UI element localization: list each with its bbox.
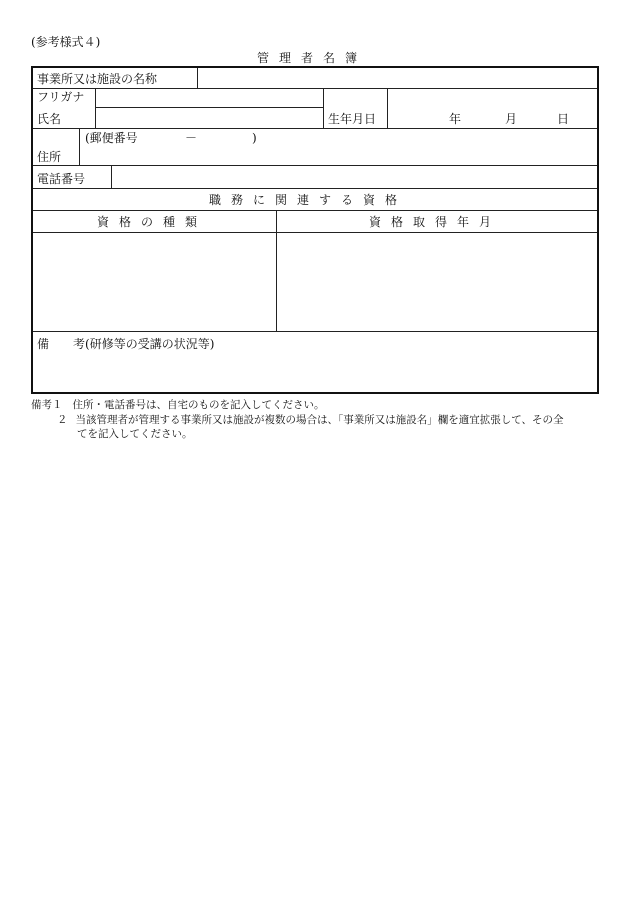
- birth-year-unit: 年: [449, 112, 462, 126]
- postal-code-close: ): [252, 131, 257, 145]
- furigana-label: フリガナ: [37, 90, 85, 104]
- column-divider: [197, 68, 198, 88]
- postal-code-dash: －: [185, 131, 198, 145]
- note-2-number: ２: [57, 414, 68, 426]
- remarks-field[interactable]: [35, 354, 595, 390]
- facility-name-label: 事業所又は施設の名称: [37, 72, 158, 86]
- birth-month-unit: 月: [505, 112, 518, 126]
- qualification-date-header: 資格取得年月: [369, 215, 502, 229]
- phone-label: 電話番号: [37, 172, 86, 186]
- row-divider: [33, 210, 597, 211]
- qualification-type-header: 資格の種類: [97, 215, 208, 229]
- column-divider: [79, 128, 80, 165]
- name-label: 氏名: [37, 112, 62, 126]
- note-2: [57, 413, 564, 427]
- row-divider: [33, 232, 597, 233]
- qualifications-title: 職務に関連する資格: [209, 193, 408, 207]
- column-divider: [276, 210, 277, 331]
- note-2-text-line1: 当該管理者が管理する事業所又は施設が複数の場合は、「事業所又は施設名」欄を適宜拡張して、その全: [75, 414, 564, 426]
- remarks-label-first: 備: [37, 337, 50, 351]
- form-reference: (参考様式４): [31, 35, 101, 49]
- note-2-text-line2: てを記入してください。: [77, 428, 193, 440]
- row-divider: [33, 128, 597, 129]
- page-title: 管理者名簿: [257, 51, 368, 65]
- column-divider: [111, 165, 112, 188]
- remarks-label: [37, 337, 214, 351]
- note-1: [31, 398, 325, 412]
- address-label: 住所: [37, 150, 62, 164]
- manager-register-table: [31, 66, 599, 394]
- qualification-type-field[interactable]: [35, 234, 273, 329]
- column-divider: [323, 88, 324, 128]
- remarks-label-rest: 考(研修等の受講の状況等): [73, 337, 215, 351]
- note-1-text: 住所・電話番号は、自宅のものを記入してください。: [72, 399, 325, 411]
- column-divider: [387, 88, 388, 128]
- address-field[interactable]: [81, 146, 593, 164]
- postal-code-open: (郵便番号: [85, 131, 138, 145]
- birthdate-label: 生年月日: [328, 112, 377, 126]
- column-divider: [95, 88, 96, 128]
- note-1-number: 備考１: [31, 399, 63, 411]
- name-field[interactable]: [97, 108, 321, 127]
- facility-name-field[interactable]: [201, 69, 593, 87]
- phone-field[interactable]: [113, 166, 593, 187]
- furigana-field[interactable]: [97, 89, 321, 106]
- qualification-date-field[interactable]: [279, 234, 595, 329]
- birth-day-unit: 日: [557, 112, 570, 126]
- row-divider: [33, 331, 597, 332]
- row-divider: [33, 188, 597, 189]
